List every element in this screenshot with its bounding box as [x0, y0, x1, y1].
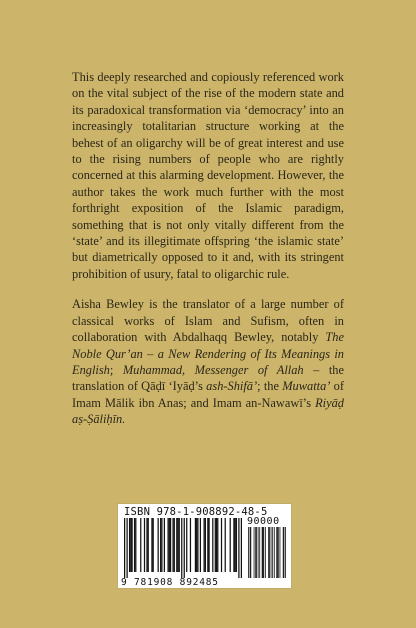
bio-text: of Imam Mālik ibn Anas; and Imam an-Nawawī’s	[72, 379, 344, 410]
barcode-bar	[158, 518, 159, 572]
barcode-bar	[130, 518, 131, 572]
barcode-bar	[208, 518, 209, 572]
bio-title: Riyāḍ aṣ-Ṣāliḥīn.	[72, 395, 344, 427]
barcode-bar	[241, 518, 242, 578]
barcode-bar	[146, 518, 147, 572]
bio-text: ; the	[257, 379, 283, 394]
barcode-bar	[205, 518, 206, 572]
blurb-text	[72, 69, 344, 442]
addon-bar	[269, 527, 270, 578]
barcode-bar	[200, 518, 201, 572]
barcode-bar	[217, 518, 218, 572]
addon-bar	[278, 527, 279, 578]
ean-barcode-bars	[124, 518, 242, 578]
book-description-paragraph: This deeply researched and copiously referenced work on the vital subject of the rise of the modern state and its paradoxical transformation via ‘democracy’ into an increasingly totalitarian structure working at the behest of an oligarchy will be of great interest and use to the rising numbers of people who are rightly concerned at this alarming development. However, the author takes the work much further with the most forthright exposition of the Islamic paradigm, something that is not only vitally different from the ‘state’ and its illegitimate offspring ‘the islamic state’ but diametrically opposed to it and, with its stringent prohibition of usury, fatal to oligarchic rule.	[72, 70, 344, 281]
barcode-bar	[190, 518, 191, 572]
barcode-bar	[236, 518, 237, 572]
addon-bar	[255, 527, 256, 578]
barcode-bar	[170, 518, 171, 572]
barcode-bar	[221, 518, 222, 572]
barcode-bar	[176, 518, 177, 572]
addon-bar	[263, 527, 264, 578]
addon-bar	[274, 527, 275, 578]
addon-bar	[250, 527, 251, 578]
barcode-bar	[164, 518, 165, 572]
addon-bar	[256, 527, 257, 578]
barcode-bar	[225, 518, 226, 572]
barcode-bar	[169, 518, 170, 572]
addon-bar	[283, 527, 284, 578]
barcode-bar	[167, 518, 168, 572]
barcode-bar	[134, 518, 135, 572]
barcode-bar	[196, 518, 197, 572]
addon-bar	[259, 527, 260, 578]
barcode-bar	[174, 518, 175, 572]
addon-bar	[280, 527, 281, 578]
addon-bar	[250, 527, 251, 578]
isbn-label: ISBN 978-1-908892-48-5	[124, 506, 268, 518]
addon-bar	[258, 527, 259, 578]
addon-bar	[262, 527, 263, 578]
barcode-bar	[216, 518, 217, 572]
addon-bar	[268, 527, 269, 578]
barcode-bar	[212, 518, 213, 572]
bio-text: ;	[109, 362, 123, 377]
addon-bar	[254, 527, 255, 578]
addon-bar	[284, 527, 285, 578]
addon-bar	[276, 527, 277, 578]
barcode-bar	[144, 518, 145, 572]
bio-title: Muhammad, Messenger of Allah	[122, 362, 304, 377]
bio-text: – the translation of Qāḍī ‘Iyāḍ’s	[72, 362, 344, 394]
bio-title: Muwatta’	[282, 379, 331, 394]
addon-bar	[272, 527, 273, 578]
barcode-bar	[215, 518, 216, 572]
barcode-bar	[129, 518, 130, 572]
price-addon-digits: 90000	[247, 516, 280, 527]
barcode-bar	[197, 518, 198, 572]
author-bio-paragraph	[72, 296, 344, 427]
barcode-bar	[140, 518, 141, 572]
barcode-bar	[195, 518, 196, 572]
addon-barcode-bars	[248, 527, 286, 578]
barcode-bar	[179, 518, 180, 572]
barcode-bar	[181, 518, 182, 578]
barcode-bar	[135, 518, 136, 572]
barcode-bar	[203, 518, 204, 572]
barcode-bar	[207, 518, 208, 572]
barcode-bar	[233, 518, 234, 572]
barcode-bar	[148, 518, 149, 572]
barcode-bar	[126, 518, 127, 578]
addon-bar	[285, 527, 286, 578]
barcode-bar	[172, 518, 173, 572]
addon-bar	[277, 527, 278, 578]
barcode-bar	[230, 518, 231, 572]
barcode-bar	[161, 518, 162, 572]
addon-bar	[263, 527, 264, 578]
barcode-bar	[151, 518, 152, 572]
bio-text: Aisha Bewley is the translator of a large number of classical works of Islam and Sufism, often in collaboration with Abdalhaqq Bewley, notably	[72, 297, 344, 345]
barcode-bar	[177, 518, 178, 572]
barcode-bar	[160, 518, 161, 572]
barcode-bar	[124, 518, 125, 578]
ean-digits: 9 781908 892485	[121, 577, 219, 588]
bio-title: The Noble Qur’an – a New Rendering of Its Meanings in English	[72, 330, 344, 377]
barcode-bar	[131, 518, 132, 572]
barcode-bar	[184, 518, 185, 578]
barcode-bar	[238, 518, 239, 578]
barcode-bar	[186, 518, 187, 572]
addon-bar	[248, 527, 249, 578]
barcode-bar	[235, 518, 236, 572]
bio-title: ash-Shifā’	[206, 379, 258, 394]
addon-bar	[265, 527, 266, 578]
addon-bar	[271, 527, 272, 578]
isbn-barcode	[117, 503, 292, 589]
barcode-bar	[153, 518, 154, 572]
